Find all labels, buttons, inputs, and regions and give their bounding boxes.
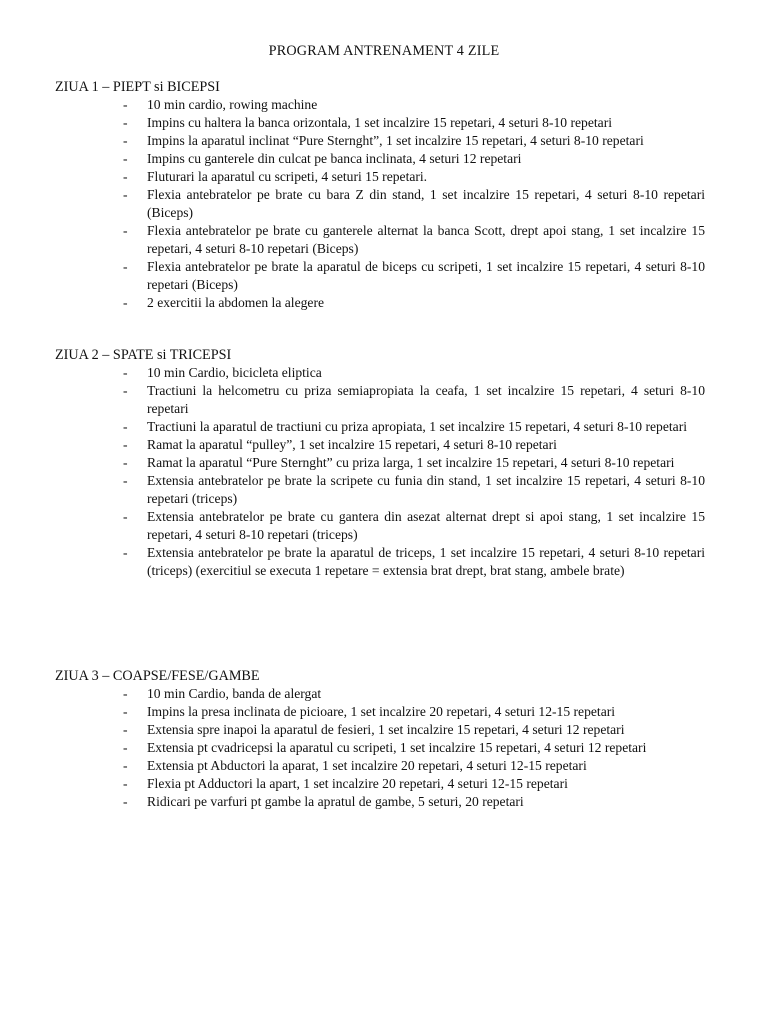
list-item bbox=[55, 114, 705, 132]
list-item bbox=[55, 436, 705, 454]
list-item bbox=[55, 757, 705, 775]
list-item bbox=[55, 793, 705, 811]
exercise-text: 10 min cardio, rowing machine bbox=[147, 97, 318, 112]
bullet-dash: - bbox=[123, 455, 128, 470]
bullet-dash: - bbox=[123, 740, 128, 755]
exercise-list bbox=[55, 364, 705, 580]
bullet-dash: - bbox=[123, 259, 128, 274]
bullet-dash: - bbox=[123, 151, 128, 166]
day-heading: ZIUA 1 – PIEPT si BICEPSI bbox=[55, 79, 220, 95]
list-item bbox=[55, 96, 705, 114]
list-item bbox=[55, 186, 705, 222]
list-item bbox=[55, 721, 705, 739]
list-item bbox=[55, 150, 705, 168]
list-item bbox=[55, 739, 705, 757]
list-item bbox=[55, 508, 705, 544]
day-heading: ZIUA 2 – SPATE si TRICEPSI bbox=[55, 347, 232, 363]
exercise-text: Extensia antebratelor pe brate la aparatul de triceps, 1 set incalzire 15 repetari, 4 seturi 8-10 repetari (triceps) (exercitiul se executa 1 repetare = extensia brat drept, brat stang, ambele brate) bbox=[147, 545, 705, 578]
bullet-dash: - bbox=[123, 686, 128, 701]
exercise-text: Flexia antebratelor pe brate cu ganterele alternat la banca Scott, drept apoi stang, 1 set incalzire 15 repetari, 4 seturi 8-10 repetari (Biceps) bbox=[147, 223, 705, 256]
bullet-dash: - bbox=[123, 169, 128, 184]
exercise-text: Impins la aparatul inclinat “Pure Sternght”, 1 set incalzire 15 repetari, 4 seturi 8-10 repetari bbox=[147, 133, 644, 148]
bullet-dash: - bbox=[123, 419, 128, 434]
day-3-section bbox=[55, 667, 705, 811]
exercise-text: Impins cu haltera la banca orizontala, 1 set incalzire 15 repetari, 4 seturi 8-10 repetari bbox=[147, 115, 613, 130]
bullet-dash: - bbox=[123, 97, 128, 112]
list-item bbox=[55, 418, 705, 436]
list-item bbox=[55, 222, 705, 258]
exercise-text: Flexia antebratelor pe brate la aparatul de biceps cu scripeti, 1 set incalzire 15 repetari, 4 seturi 8-10 repetari (Biceps) bbox=[147, 259, 705, 292]
exercise-text: Extensia pt cvadricepsi la aparatul cu scripeti, 1 set incalzire 15 repetari, 4 seturi 12 repetari bbox=[147, 740, 647, 755]
bullet-dash: - bbox=[123, 115, 128, 130]
list-item bbox=[55, 258, 705, 294]
exercise-text: Extensia antebratelor pe brate la scripete cu funia din stand, 1 set incalzire 15 repetari, 4 seturi 8-10 repetari (triceps) bbox=[147, 473, 705, 506]
list-item bbox=[55, 685, 705, 703]
document-title: PROGRAM ANTRENAMENT 4 ZILE bbox=[268, 43, 500, 59]
exercise-text: Tractiuni la helcometru cu priza semiapropiata la ceafa, 1 set incalzire 15 repetari, 4 seturi 8-10 repetari bbox=[147, 383, 705, 416]
list-item bbox=[55, 294, 705, 312]
list-item bbox=[55, 775, 705, 793]
bullet-dash: - bbox=[123, 545, 128, 560]
exercise-text: 2 exercitii la abdomen la alegere bbox=[147, 295, 325, 310]
exercise-text: Tractiuni la aparatul de tractiuni cu priza apropiata, 1 set incalzire 15 repetari, 4 seturi 8-10 repetari bbox=[147, 419, 687, 434]
day-1-section bbox=[55, 78, 705, 312]
exercise-text: Ramat la aparatul “pulley”, 1 set incalzire 15 repetari, 4 seturi 8-10 repetari bbox=[147, 437, 557, 452]
exercise-text: Flexia pt Adductori la apart, 1 set incalzire 20 repetari, 4 seturi 12-15 repetari bbox=[147, 776, 568, 791]
bullet-dash: - bbox=[123, 704, 128, 719]
exercise-text: Extensia pt Abductori la aparat, 1 set incalzire 20 repetari, 4 seturi 12-15 repetari bbox=[147, 758, 587, 773]
list-item bbox=[55, 703, 705, 721]
day-heading: ZIUA 3 – COAPSE/FESE/GAMBE bbox=[55, 668, 260, 684]
bullet-dash: - bbox=[123, 187, 128, 202]
exercise-text: Ramat la aparatul “Pure Sternght” cu priza larga, 1 set incalzire 15 repetari, 4 seturi 8-10 repetari bbox=[147, 455, 675, 470]
list-item bbox=[55, 132, 705, 150]
exercise-text: Impins cu ganterele din culcat pe banca inclinata, 4 seturi 12 repetari bbox=[147, 151, 522, 166]
exercise-text: 10 min Cardio, bicicleta eliptica bbox=[147, 365, 322, 380]
list-item bbox=[55, 454, 705, 472]
bullet-dash: - bbox=[123, 776, 128, 791]
list-item bbox=[55, 168, 705, 186]
exercise-text: Extensia spre inapoi la aparatul de fesieri, 1 set incalzire 15 repetari, 4 seturi 12 repetari bbox=[147, 722, 625, 737]
day-2-section bbox=[55, 346, 705, 580]
bullet-dash: - bbox=[123, 437, 128, 452]
list-item bbox=[55, 382, 705, 418]
exercise-text: Impins la presa inclinata de picioare, 1 set incalzire 20 repetari, 4 seturi 12-15 repetari bbox=[147, 704, 616, 719]
exercise-text: Extensia antebratelor pe brate cu gantera din asezat alternat drept si apoi stang, 1 set incalzire 15 repetari, 4 seturi 8-10 repetari (triceps) bbox=[147, 509, 705, 542]
bullet-dash: - bbox=[123, 758, 128, 773]
list-item bbox=[55, 472, 705, 508]
bullet-dash: - bbox=[123, 794, 128, 809]
bullet-dash: - bbox=[123, 473, 128, 488]
exercise-list bbox=[55, 685, 705, 811]
exercise-text: 10 min Cardio, banda de alergat bbox=[147, 686, 322, 701]
bullet-dash: - bbox=[123, 383, 128, 398]
exercise-list bbox=[55, 96, 705, 312]
exercise-text: Fluturari la aparatul cu scripeti, 4 seturi 15 repetari. bbox=[147, 169, 428, 184]
exercise-text: Ridicari pe varfuri pt gambe la apratul de gambe, 5 seturi, 20 repetari bbox=[147, 794, 524, 809]
list-item bbox=[55, 364, 705, 382]
bullet-dash: - bbox=[123, 223, 128, 238]
bullet-dash: - bbox=[123, 365, 128, 380]
bullet-dash: - bbox=[123, 295, 128, 310]
bullet-dash: - bbox=[123, 133, 128, 148]
list-item bbox=[55, 544, 705, 580]
bullet-dash: - bbox=[123, 509, 128, 524]
bullet-dash: - bbox=[123, 722, 128, 737]
exercise-text: Flexia antebratelor pe brate cu bara Z din stand, 1 set incalzire 15 repetari, 4 seturi 8-10 repetari (Biceps) bbox=[147, 187, 705, 220]
